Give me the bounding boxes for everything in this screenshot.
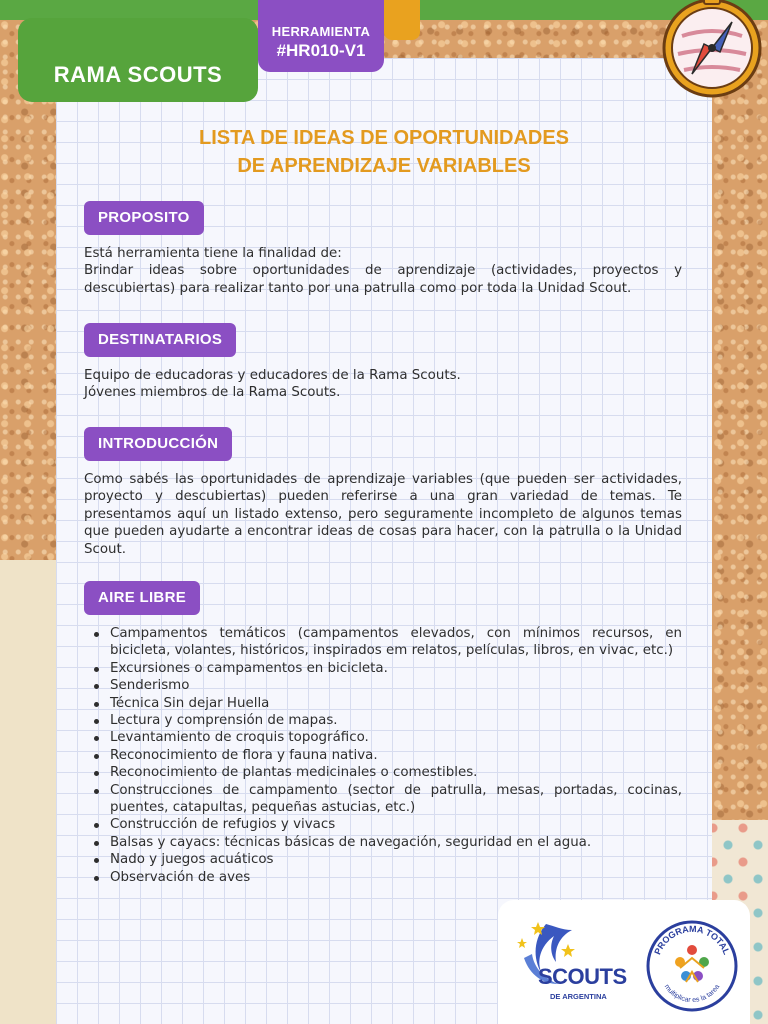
- aire-libre-item: Lectura y comprensión de mapas.: [92, 712, 682, 729]
- introduccion-heading: INTRODUCCIÓN: [84, 427, 232, 461]
- aire-libre-item: Excursiones o campamentos en bicicleta.: [92, 660, 682, 677]
- proposito-line-1: Está herramienta tiene la finalidad de:: [84, 246, 342, 261]
- aire-libre-item: Observación de aves: [92, 869, 682, 886]
- proposito-heading: PROPOSITO: [84, 201, 204, 235]
- destinatarios-line-1: Equipo de educadoras y educadores de la Rama Scouts.: [84, 368, 461, 383]
- title-line-2: DE APRENDIZAJE VARIABLES: [237, 155, 531, 177]
- orange-tab-decoration: [384, 0, 420, 40]
- destinatarios-heading: DESTINATARIOS: [84, 323, 236, 357]
- aire-libre-item: Senderismo: [92, 677, 682, 694]
- aire-libre-item: Técnica Sin dejar Huella: [92, 695, 682, 712]
- aire-libre-item: Nado y juegos acuáticos: [92, 851, 682, 868]
- aire-libre-item: Balsas y cayacs: técnicas básicas de navegación, seguridad en el agua.: [92, 834, 682, 851]
- aire-libre-item: Construcciones de campamento (sector de patrulla, mesas, portadas, cocinas, puentes, catapultas, pequeñas astucias, etc.): [92, 782, 682, 817]
- page-title: [56, 124, 712, 180]
- aire-libre-item: Construcción de refugios y vivacs: [92, 816, 682, 833]
- aire-libre-item: Reconocimiento de plantas medicinales o comestibles.: [92, 764, 682, 781]
- rama-scouts-tab: [18, 18, 258, 102]
- programa-top-text: PROGRAMA TOTAL: [652, 923, 732, 957]
- herramienta-tab: [258, 0, 384, 72]
- title-line-1: LISTA DE IDEAS DE OPORTUNIDADES: [198, 127, 570, 149]
- tool-label: HERRAMIENTA: [271, 24, 371, 39]
- aire-libre-item: Campamentos temáticos (campamentos elevados, con mínimos recursos, en bicicleta, volantes, históricos, inspirados em relatos, películas, libros, en vivac, etc.): [92, 625, 682, 660]
- scouts-subtitle: DE ARGENTINA: [550, 992, 607, 1001]
- programa-total-logo: [644, 918, 740, 1014]
- scouts-wordmark: SCOUTS: [538, 964, 627, 989]
- rama-label: RAMA SCOUTS: [53, 62, 223, 87]
- tool-code: #HR010-V1: [276, 41, 366, 60]
- introduccion-text: Como sabés las oportunidades de aprendizaje variables (que pueden ser actividades, proyecto y descubiertas) pueden referirse a una gran variedad de temas. Te presentamos aquí un listado extenso, pero seguramente incompleto de algunos temas que pueden ayudarte a encontrar ideas de cosas para hacer, con la patrulla o la Unidad Scout.: [84, 472, 682, 557]
- aire-libre-list: [92, 625, 682, 886]
- proposito-text: [84, 245, 682, 297]
- scouts-argentina-logo: [514, 918, 627, 1010]
- paper-background-left: [0, 560, 60, 1024]
- destinatarios-text: [84, 367, 682, 402]
- compass-icon: [654, 0, 766, 104]
- programa-bottom-text: multiplicar es la tarea: [662, 983, 722, 1005]
- aire-libre-heading: AIRE LIBRE: [84, 581, 200, 615]
- aire-libre-item: Reconocimiento de flora y fauna nativa.: [92, 747, 682, 764]
- proposito-line-2: Brindar ideas sobre oportunidades de aprendizaje (actividades, proyectos y descubiertas) para realizar tanto por una patrulla como por toda la Unidad Scout.: [84, 263, 682, 296]
- destinatarios-line-2: Jóvenes miembros de la Rama Scouts.: [84, 385, 341, 401]
- aire-libre-item: Levantamiento de croquis topográfico.: [92, 729, 682, 746]
